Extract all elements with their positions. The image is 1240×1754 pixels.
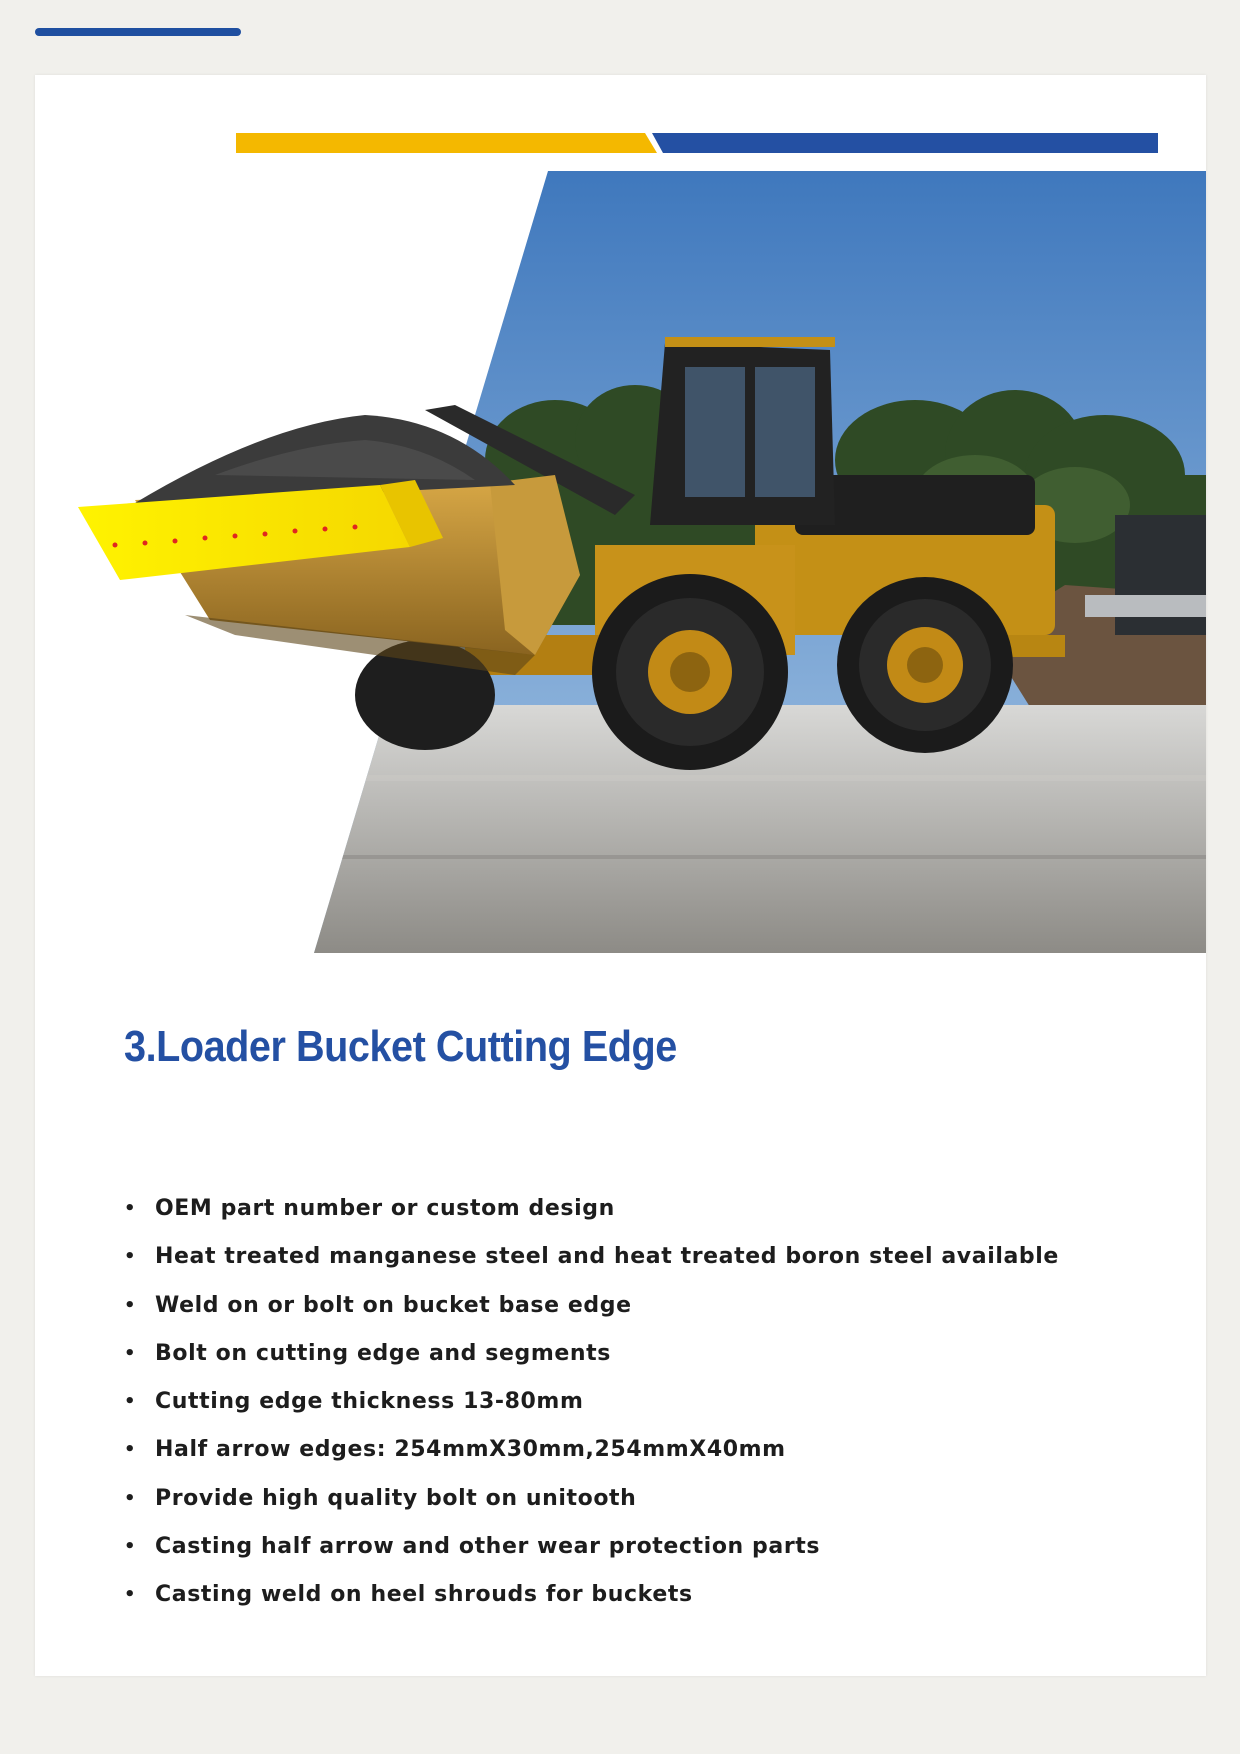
list-item-text: Half arrow edges: 254mmX30mm,254mmX40mm (155, 1437, 786, 1463)
list-item (124, 1436, 1059, 1484)
bullet-icon: • (124, 1198, 137, 1219)
page-title: 3.Loader Bucket Cutting Edge (124, 1022, 677, 1071)
bullet-icon: • (124, 1584, 137, 1606)
list-item-text: Heat treated manganese steel and heat treated boron steel available (155, 1244, 1059, 1270)
blue-stripe (652, 133, 1158, 153)
hero-illustration (35, 75, 1206, 975)
top-decorative-rule (35, 28, 241, 36)
list-item (124, 1388, 1059, 1436)
bullet-icon: • (124, 1246, 137, 1268)
list-item (124, 1485, 1059, 1533)
list-item (124, 1292, 1059, 1340)
bullet-icon: • (124, 1342, 137, 1364)
bullet-icon: • (124, 1439, 137, 1461)
yellow-stripe (236, 133, 657, 153)
list-item-text: OEM part number or custom design (155, 1196, 615, 1221)
bullet-icon: • (124, 1487, 137, 1509)
list-item-text: Casting weld on heel shrouds for buckets (155, 1582, 693, 1608)
list-item (124, 1340, 1059, 1388)
list-item (124, 1533, 1059, 1581)
list-item (124, 1243, 1059, 1291)
list-item (124, 1195, 1059, 1243)
list-item-text: Cutting edge thickness 13-80mm (155, 1389, 584, 1415)
bullet-icon: • (124, 1391, 137, 1413)
list-item-text: Weld on or bolt on bucket base edge (155, 1292, 632, 1318)
document-page (35, 75, 1206, 1676)
accent-stripes (236, 133, 1158, 153)
feature-list (124, 1195, 1059, 1630)
list-item-text: Casting half arrow and other wear protection parts (155, 1534, 821, 1560)
list-item-text: Provide high quality bolt on unitooth (155, 1485, 637, 1511)
list-item (124, 1581, 1059, 1629)
list-item-text: Bolt on cutting edge and segments (155, 1340, 611, 1366)
bullet-icon: • (124, 1294, 137, 1316)
bullet-icon: • (124, 1536, 137, 1558)
